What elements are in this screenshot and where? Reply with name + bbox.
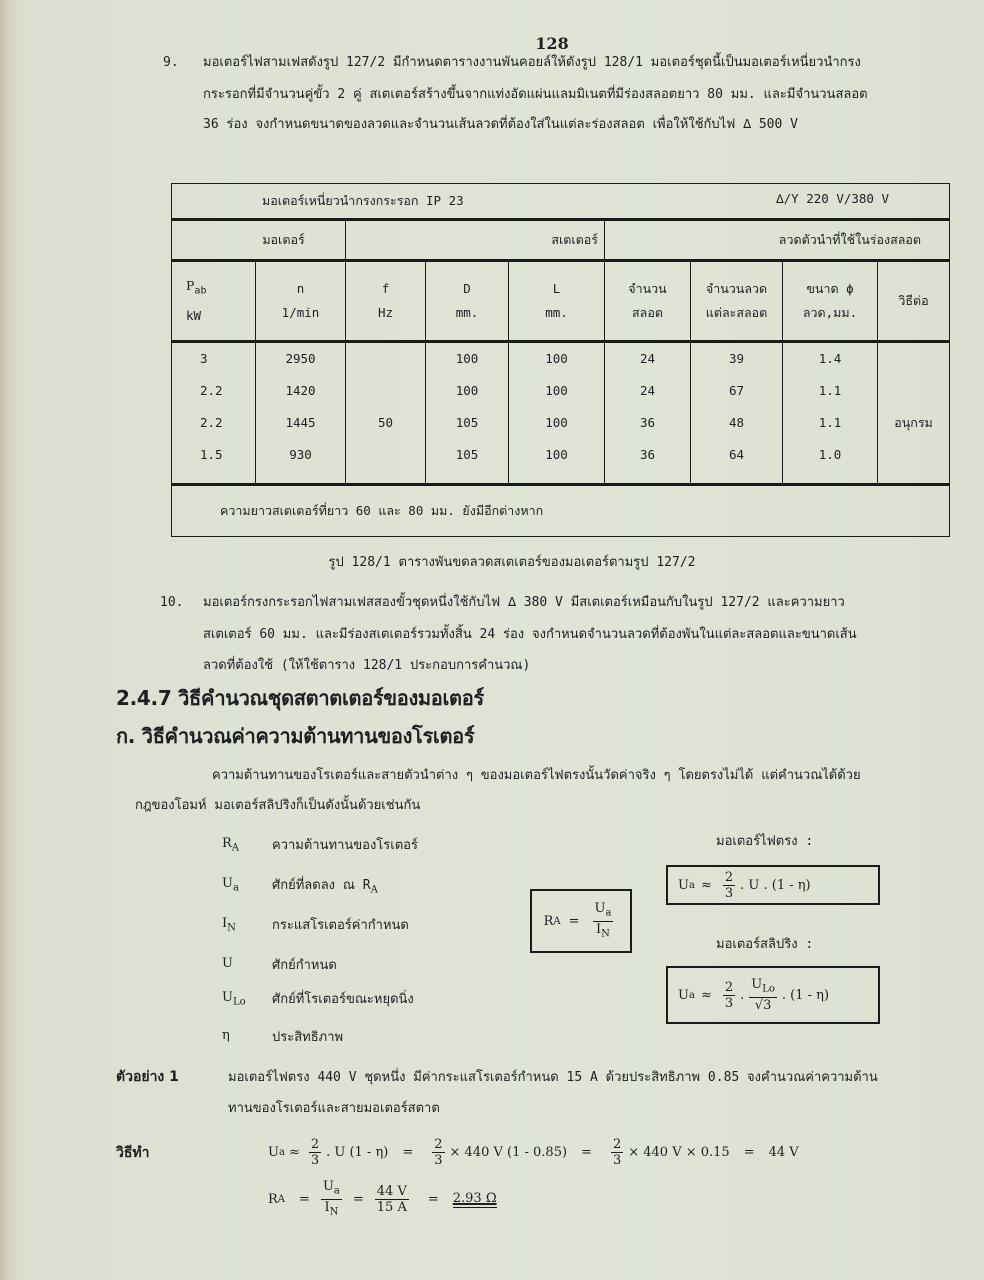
table-title-row xyxy=(172,184,950,220)
table-voltage: ∆/Y 220 V/380 V xyxy=(776,191,889,206)
symbol: $I_N$ xyxy=(222,916,236,934)
col-header-wires: จำนวนลวด แต่ละสลอต xyxy=(691,261,783,342)
col-n: 2950 1420 1445 930 xyxy=(256,342,346,485)
col-pab: 3 2.2 2.2 1.5 xyxy=(172,342,256,485)
calc-line-ra: R A = $\frac{U_a}{I_N}$ = $\frac{44 V}{15 A}$ = 2.93 Ω xyxy=(268,1178,497,1218)
problem-text-line: มอเตอร์ไฟสามเฟสดังรูป 127/2 มีกำหนดตารางงานพันคอยล์ให้ดังรูป 128/1 มอเตอร์ชุดนี้เป็นมอเตอร์เหนี่ยวนำกรง xyxy=(203,55,861,70)
col-header-diameter: ขนาด ϕ ลวด,มม. xyxy=(783,261,878,342)
problem-text-line: ลวดที่ต้องใช้ (ให้ใช้ตาราง 128/1 ประกอบการคำนวณ) xyxy=(203,658,531,673)
dc-motor-label: มอเตอร์ไฟตรง : xyxy=(716,834,814,849)
symbol-description: ศักย์ที่ลดลง ณ $R_A$ xyxy=(272,878,378,896)
table-data-rows xyxy=(172,342,950,485)
subsection-heading: ก. วิธีคำนวณค่าความต้านทานของโรเตอร์ xyxy=(116,724,475,748)
table-note: ความยาวสเตเตอร์ที่ยาว 60 และ 80 มม. ยังมีอีกต่างหาก xyxy=(172,485,950,537)
col-header-n: n 1/min xyxy=(256,261,346,342)
winding-table xyxy=(171,183,950,537)
group-stator: สเตเตอร์ xyxy=(346,220,605,261)
col-header-connection: วิธีต่อ xyxy=(878,261,950,342)
col-header-d: D mm. xyxy=(426,261,509,342)
problem-number: 9. xyxy=(163,55,179,70)
formula-slip-ring-box: U a ≈ $\frac{2}{3}$ . $\frac{U_{Lo}}{√3}$ . (1 - η) xyxy=(666,966,880,1024)
problem-text-line: 36 ร่อง จงกำหนดขนาดของลวดและจำนวนเส้นลวดที่ต้องใส่ในแต่ละร่องสลอต เพื่อให้ใช้กับไฟ ∆ 500 V xyxy=(203,117,798,132)
example-label: ตัวอย่าง 1 xyxy=(116,1069,179,1085)
symbol-description: ศักย์กำหนด xyxy=(272,958,337,973)
slip-ring-motor-label: มอเตอร์สลิปริง : xyxy=(716,937,814,952)
formula-ra-box: R A = $\frac{U_a}{I_N}$ xyxy=(530,889,632,953)
col-header-slots: จำนวน สลอต xyxy=(605,261,691,342)
figure-caption: รูป 128/1 ตารางพันขดลวดสเตเตอร์ของมอเตอร์ตามรูป 127/2 xyxy=(328,555,696,570)
symbol: $U_a$ xyxy=(222,876,239,894)
symbol: U xyxy=(222,956,233,971)
symbol: $U_{Lo}$ xyxy=(222,990,246,1008)
table-title: มอเตอร์เหนี่ยวนำกรงกระรอก IP 23 xyxy=(262,193,464,208)
symbol-description: ความต้านทานของโรเตอร์ xyxy=(272,838,418,853)
section-heading: 2.4.7 วิธีคำนวณชุดสตาตเตอร์ของมอเตอร์ xyxy=(116,686,484,710)
col-f: 50 xyxy=(346,342,426,485)
group-motor: มอเตอร์ xyxy=(172,220,346,261)
table-note-row xyxy=(172,485,950,537)
table-group-row xyxy=(172,220,950,261)
example-text-line: มอเตอร์ไฟตรง 440 V ชุดหนึ่ง มีค่ากระแสโรเตอร์กำหนด 15 A ด้วยประสิทธิภาพ 0.85 จงคำนวณค่าความต้าน xyxy=(228,1070,878,1085)
problem-text-line: มอเตอร์กรงกระรอกไฟสามเฟสสองขั้วชุดหนึ่งใช้กับไฟ ∆ 380 V มีสเตเตอร์เหมือนกับในรูป 127/2 และความยาว xyxy=(203,595,845,610)
calc-line-ua: U a ≈ $\frac{2}{3}$ . U (1 - η) = $\frac{2}{3}$ × 440 V (1 - 0.85) = $\frac{2}{3}$ × 440 V × 0.15 = 44 V xyxy=(268,1136,799,1168)
symbol-description: กระแสโรเตอร์ค่ากำหนด xyxy=(272,918,409,933)
col-diameter: 1.4 1.1 1.1 1.0 xyxy=(783,342,878,485)
problem-number: 10. xyxy=(160,595,184,610)
col-l: 100 100 100 100 xyxy=(509,342,605,485)
group-conductor: ลวดตัวนำที่ใช้ในร่องสลอต xyxy=(605,220,950,261)
page-number: 128 xyxy=(535,34,569,53)
example-text-line: ทานของโรเตอร์และสายมอเตอร์สตาต xyxy=(228,1101,440,1116)
col-header-pab: $P_{ab}$ kW xyxy=(172,261,256,342)
symbol-description: ศักย์ที่โรเตอร์ขณะหยุดนิ่ง xyxy=(272,992,414,1007)
symbol-description: ประสิทธิภาพ xyxy=(272,1030,344,1045)
intro-text-line: ความต้านทานของโรเตอร์และสายตัวนำต่าง ๆ ของมอเตอร์ไฟตรงนั้นวัดค่าจริง ๆ โดยตรงไม่ได้ แต่คำนวณได้ด้วย xyxy=(212,768,861,783)
intro-text-line: กฎของโอมห์ มอเตอร์สลิปริงก็เป็นดังนั้นด้วยเช่นกัน xyxy=(135,798,421,813)
symbol: $R_A$ xyxy=(222,836,240,854)
col-wires: 39 67 48 64 xyxy=(691,342,783,485)
table-header-row xyxy=(172,261,950,342)
final-answer: 2.93 Ω xyxy=(452,1190,497,1206)
col-header-f: f Hz xyxy=(346,261,426,342)
formula-dc-box: U a ≈ $\frac{2}{3}$ . U . (1 - η) xyxy=(666,865,880,905)
problem-text-line: สเตเตอร์ 60 มม. และมีร่องสเตเตอร์รวมทั้งสิ้น 24 ร่อง จงกำหนดจำนวนลวดที่ต้องพันในแต่ละสลอตและขนาดเส้น xyxy=(203,627,857,642)
col-d: 100 100 105 105 xyxy=(426,342,509,485)
solution-label: วิธีทำ xyxy=(116,1145,150,1161)
symbol: η xyxy=(222,1028,230,1043)
col-slots: 24 24 36 36 xyxy=(605,342,691,485)
col-header-l: L mm. xyxy=(509,261,605,342)
col-connection: อนุกรม xyxy=(878,342,950,485)
problem-text-line: กระรอกที่มีจำนวนคู่ขั้ว 2 คู่ สเตเตอร์สร้างขึ้นจากแท่งอัดแผ่นแลมมิเนตที่มีร่องสลอตยาว 80 มม. และมีจำนวนสลอต xyxy=(203,87,868,102)
